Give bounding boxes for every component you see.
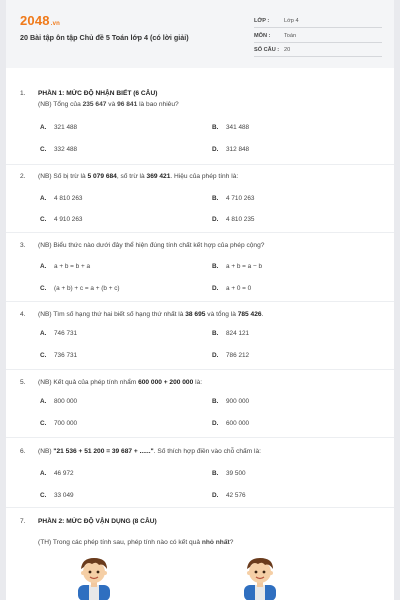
question-number: 3. <box>20 242 26 249</box>
option-a[interactable]: A. 46 972 <box>40 470 74 477</box>
question-text: (NB) Biểu thức nào dưới đây thể hiện đúng tính chất kết hợp của phép cộng? <box>38 242 265 249</box>
option-d[interactable]: D. 600 000 <box>212 420 250 427</box>
option-d[interactable]: D. 4 810 235 <box>212 216 255 223</box>
meta-subject-value: Toán <box>284 33 297 39</box>
option-c[interactable]: C. 4 910 263 <box>40 216 83 223</box>
option-c[interactable]: C. 33 049 <box>40 492 74 499</box>
option-d[interactable]: D. 786 212 <box>212 352 250 359</box>
worksheet-header <box>6 0 394 68</box>
site-logo[interactable]: 2048.vn <box>20 13 61 28</box>
document-title: 20 Bài tập ôn tập Chủ đề 5 Toán lớp 4 (có lời giải) <box>20 33 189 42</box>
option-c[interactable]: C. 332 488 <box>40 146 78 153</box>
question-number: 2. <box>20 173 26 180</box>
meta-count-label: SỐ CÂU : <box>254 47 280 53</box>
meta-subject-label: MÔN : <box>254 33 271 39</box>
question-text: (NB) Kết quả của phép tính nhẩm 600 000 + 200 000 là: <box>38 379 203 386</box>
question-number: 6. <box>20 448 26 455</box>
divider <box>6 164 394 165</box>
option-b[interactable]: B. 341 488 <box>212 124 250 131</box>
option-d[interactable]: D. 42 576 <box>212 492 246 499</box>
meta-class-value: Lớp 4 <box>284 18 299 24</box>
divider <box>6 507 394 508</box>
meta-count-value: 20 <box>284 47 291 53</box>
meta-class-label: LỚP : <box>254 18 270 24</box>
boy-illustration <box>238 555 282 600</box>
question-number: 1. <box>20 90 26 97</box>
option-b[interactable]: B. 824 121 <box>212 330 250 337</box>
divider <box>6 232 394 233</box>
meta-class <box>254 14 382 28</box>
question-text: (NB) Tổng của 235 647 và 96 841 là bao nhiêu? <box>38 101 179 108</box>
option-a[interactable]: A. a + b = b + a <box>40 263 91 270</box>
option-d[interactable]: D. 312 848 <box>212 146 250 153</box>
question-text: (NB) Tìm số hạng thứ hai biết số hạng thứ nhất là 38 695 và tổng là 785 426. <box>38 311 264 318</box>
option-a[interactable]: A. 746 731 <box>40 330 78 337</box>
option-c[interactable]: C. 736 731 <box>40 352 78 359</box>
section-title: PHẦN 1: MỨC ĐỘ NHẬN BIẾT (6 CÂU) <box>38 90 158 97</box>
option-c[interactable]: C. 700 000 <box>40 420 78 427</box>
question-number: 7. <box>20 518 26 525</box>
option-a[interactable]: A. 321 488 <box>40 124 78 131</box>
option-b[interactable]: B. 900 000 <box>212 398 250 405</box>
option-b[interactable]: B. 39 500 <box>212 470 246 477</box>
question-number: 5. <box>20 379 26 386</box>
option-b[interactable]: B. a + b = a − b <box>212 263 263 270</box>
question-text: (NB) Số bị trừ là 5 079 684, số trừ là 369 421. Hiệu của phép tính là: <box>38 173 239 180</box>
question-text: (NB) "21 536 + 51 200 = 39 687 + ......". Số thích hợp điền vào chỗ chấm là: <box>38 448 262 455</box>
meta-count <box>254 43 382 57</box>
boy-illustration <box>72 555 116 600</box>
option-c[interactable]: C. (a + b) + c = a + (b + c) <box>40 285 120 292</box>
option-a[interactable]: A. 800 000 <box>40 398 78 405</box>
option-b[interactable]: B. 4 710 263 <box>212 195 255 202</box>
option-d[interactable]: D. a + 0 = 0 <box>212 285 252 292</box>
worksheet-page <box>6 0 394 600</box>
divider <box>6 301 394 302</box>
question-number: 4. <box>20 311 26 318</box>
divider <box>6 369 394 370</box>
section-title: PHẦN 2: MỨC ĐỘ VẬN DỤNG (8 CÂU) <box>38 518 157 525</box>
question-text: (TH) Trong các phép tính sau, phép tính nào có kết quả nhỏ nhất? <box>38 539 234 546</box>
option-a[interactable]: A. 4 810 263 <box>40 195 83 202</box>
divider <box>6 437 394 438</box>
meta-subject <box>254 29 382 43</box>
